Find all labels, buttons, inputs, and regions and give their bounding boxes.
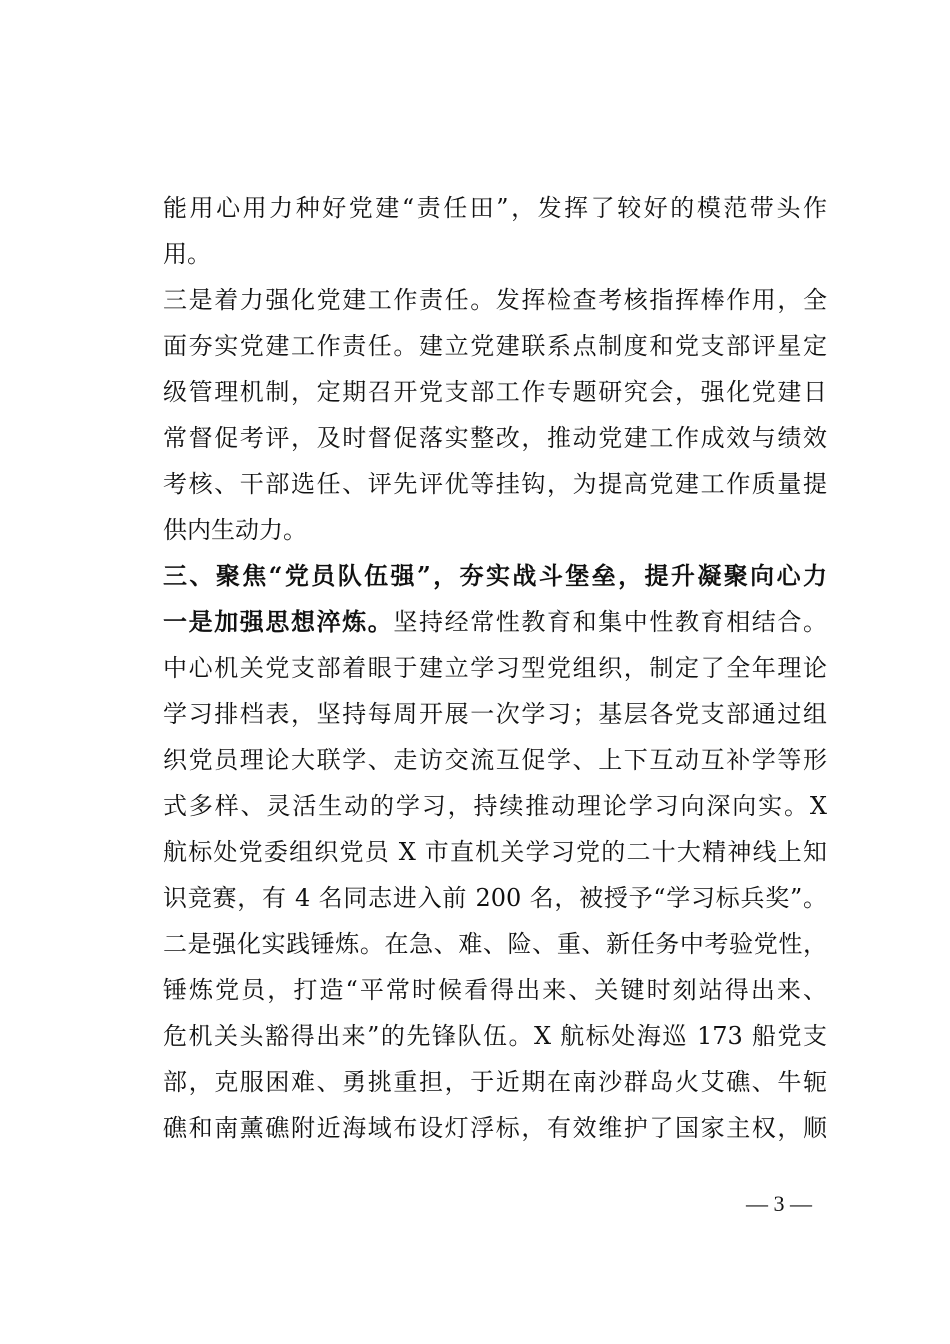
paragraph-lead-line (163, 599, 827, 645)
text-line: 部，克服困难、勇挑重担，于近期在南沙群岛火艾礁、牛轭 (163, 1068, 827, 1096)
document-body (163, 185, 843, 1151)
page-number: — 3 — (746, 1191, 812, 1216)
text-line: 学习排档表，坚持每周开展一次学习；基层各党支部通过组 (163, 700, 827, 728)
text-line: 常督促考评，及时督促落实整改，推动党建工作成效与绩效 (163, 424, 827, 452)
text-line: 用。 (163, 240, 211, 268)
text-line: 识竞赛，有 4 名同志进入前 200 名，被授予“学习标兵奖”。 (163, 884, 827, 912)
text-line: 锤炼党员，打造“平常时候看得出来、关键时刻站得出来、 (163, 976, 827, 1004)
text-line: 式多样、灵活生动的学习，持续推动理论学习向深向实。X (163, 792, 827, 820)
text-line: 礁和南薰礁附近海域布设灯浮标，有效维护了国家主权，顺 (163, 1114, 827, 1142)
text-line: 能用心用力种好党建“责任田”，发挥了较好的模范带头作 (163, 194, 827, 222)
text-line: 中心机关党支部着眼于建立学习型党组织，制定了全年理论 (163, 654, 827, 682)
text-line: 织党员理论大联学、走访交流互促学、上下互动互补学等形 (163, 746, 827, 774)
text-line: 二是强化实践锤炼。在急、难、险、重、新任务中考验党性， (163, 930, 827, 958)
text-line: 危机关头豁得出来”的先锋队伍。X 航标处海巡 173 船党支 (163, 1022, 827, 1050)
text-line: 级管理机制，定期召开党支部工作专题研究会，强化党建日 (163, 378, 827, 406)
text-line: 供内生动力。 (163, 516, 307, 544)
text-line: 面夯实党建工作责任。建立党建联系点制度和党支部评星定 (163, 332, 827, 360)
text-line: 三是着力强化党建工作责任。发挥检查考核指挥棒作用，全 (163, 286, 827, 314)
text-line: 航标处党委组织党员 X 市直机关学习党的二十大精神线上知 (163, 838, 827, 866)
text-line: 考核、干部选任、评先评优等挂钩，为提高党建工作质量提 (163, 470, 827, 498)
paragraph-lead-bold: 一是加强思想淬炼。 (163, 607, 394, 636)
section-heading: 三、聚焦“党员队伍强”，夯实战斗堡垒，提升凝聚向心力 (163, 561, 827, 590)
paragraph-lead-rest: 坚持经常性教育和集中性教育相结合。 (393, 608, 828, 636)
